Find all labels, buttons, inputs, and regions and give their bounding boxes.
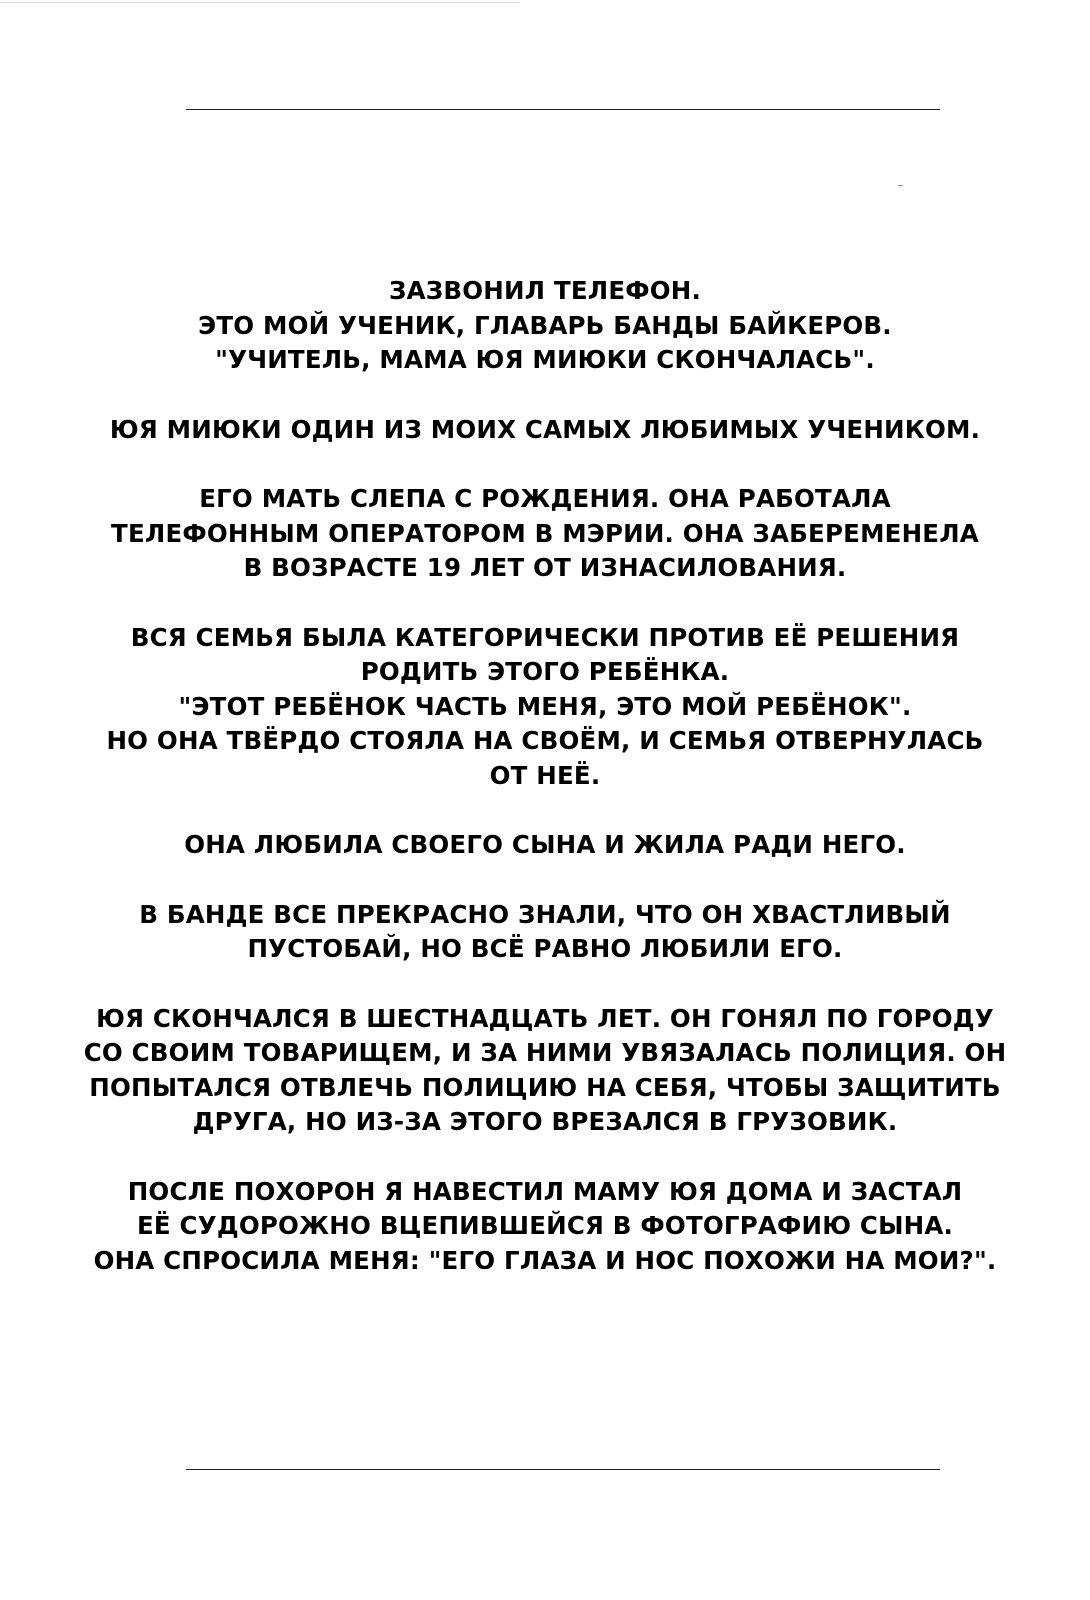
text-line: ПУСТОБАЙ, НО ВСЁ РАВНО ЛЮБИЛИ ЕГО. <box>247 934 843 963</box>
text-line: ЕГО МАТЬ СЛЕПА С РОЖДЕНИЯ. ОНА РАБОТАЛА <box>199 484 891 513</box>
text-line: ПОПЫТАЛСЯ ОТВЛЕЧЬ ПОЛИЦИЮ НА СЕБЯ, ЧТОБЫ ЗАЩИТИТЬ <box>89 1072 1001 1102</box>
text-line: РОДИТЬ ЭТОГО РЕБЁНКА. <box>360 657 730 686</box>
text-line: ДРУГА, НО ИЗ-ЗА ЭТОГО ВРЕЗАЛСЯ В ГРУЗОВИК. <box>192 1107 898 1136</box>
text-line: ВСЯ СЕМЬЯ БЫЛА КАТЕГОРИЧЕСКИ ПРОТИВ ЕЁ РЕШЕНИЯ <box>130 622 960 652</box>
paragraph-funeral <box>80 1175 1010 1279</box>
text-line: ОТ НЕЁ. <box>489 760 601 790</box>
paragraph-gang <box>80 898 1010 967</box>
text-line: ЭТО МОЙ УЧЕНИК, ГЛАВАРЬ БАНДЫ БАЙКЕРОВ. <box>198 310 892 340</box>
text-line: СО СВОИМ ТОВАРИЩЕМ, И ЗА НИМИ УВЯЗАЛАСЬ ПОЛИЦИЯ. ОН <box>83 1038 1007 1067</box>
top-divider <box>186 109 940 110</box>
text-line: ТЕЛЕФОННЫМ ОПЕРАТОРОМ В МЭРИИ. ОНА ЗАБЕРЕМЕНЕЛА <box>111 518 979 548</box>
bottom-divider <box>186 1469 940 1470</box>
text-line: ПОСЛЕ ПОХОРОН Я НАВЕСТИЛ МАМУ ЮЯ ДОМА И ЗАСТАЛ <box>127 1176 963 1206</box>
paragraph-favorite-student <box>80 413 1010 448</box>
text-line: ЮЯ МИЮКИ ОДИН ИЗ МОИХ САМЫХ ЛЮБИМЫХ УЧЕНИКОМ. <box>109 414 981 444</box>
paragraph-mother <box>80 482 1010 586</box>
text-line: ОНА ЛЮБИЛА СВОЕГО СЫНА И ЖИЛА РАДИ НЕГО. <box>184 830 906 859</box>
text-line: "УЧИТЕЛЬ, МАМА ЮЯ МИЮКИ СКОНЧАЛАСЬ". <box>215 345 875 374</box>
text-line: ОНА СПРОСИЛА МЕНЯ: "ЕГО ГЛАЗА И НОС ПОХОЖИ НА МОИ?". <box>93 1245 997 1275</box>
scan-edge-line <box>0 2 520 3</box>
text-line: В БАНДЕ ВСЕ ПРЕКРАСНО ЗНАЛИ, ЧТО ОН ХВАСТЛИВЫЙ <box>139 899 951 929</box>
paragraph-family <box>80 621 1010 794</box>
text-block <box>80 274 1010 1313</box>
paragraph-phone-call <box>80 274 1010 378</box>
text-line: "ЭТОТ РЕБЁНОК ЧАСТЬ МЕНЯ, ЭТО МОЙ РЕБЁНОК". <box>178 691 912 721</box>
text-line: ЕЁ СУДОРОЖНО ВЦЕПИВШЕЙСЯ В ФОТОГРАФИЮ СЫНА. <box>136 1211 954 1240</box>
scan-speck <box>898 185 903 186</box>
paragraph-death <box>80 1002 1010 1140</box>
text-line: В ВОЗРАСТЕ 19 ЛЕТ ОТ ИЗНАСИЛОВАНИЯ. <box>243 553 847 582</box>
text-line: ЮЯ СКОНЧАЛСЯ В ШЕСТНАДЦАТЬ ЛЕТ. ОН ГОНЯЛ ПО ГОРОДУ <box>96 1003 994 1033</box>
text-line: ЗАЗВОНИЛ ТЕЛЕФОН. <box>388 276 702 305</box>
text-line: НО ОНА ТВЁРДО СТОЯЛА НА СВОЁМ, И СЕМЬЯ ОТВЕРНУЛАСЬ <box>106 726 984 755</box>
paragraph-loved-son <box>80 828 1010 863</box>
